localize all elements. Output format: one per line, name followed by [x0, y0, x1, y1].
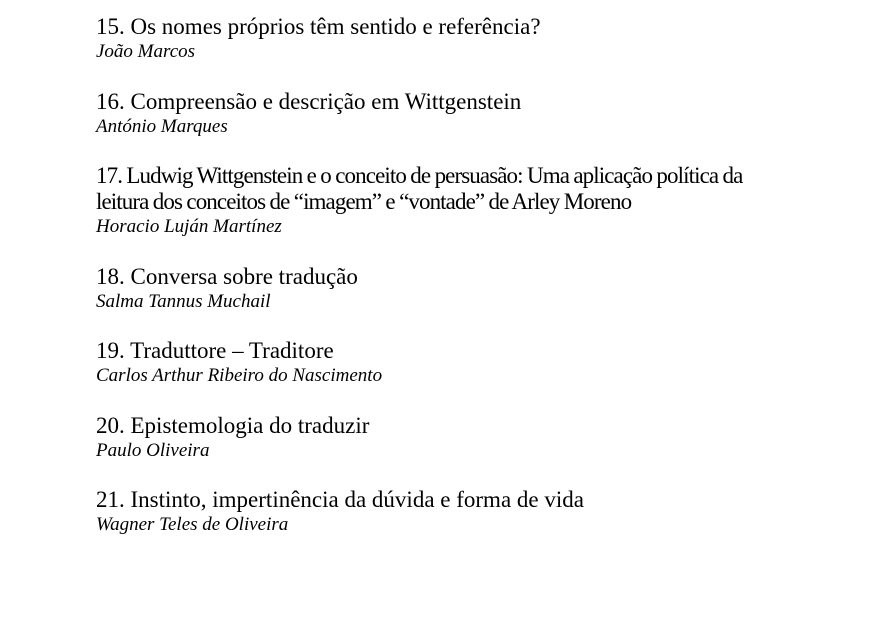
toc-entry-15: [96, 14, 541, 64]
entry-author: Wagner Teles de Oliveira: [96, 514, 289, 535]
entry-title: 16. Compreensão e descrição em Wittgenstein: [96, 89, 522, 114]
entry-author: João Marcos: [96, 41, 196, 62]
entry-title: 18. Conversa sobre tradução: [96, 264, 358, 289]
entry-title: 19. Traduttore – Traditore: [96, 338, 334, 363]
entry-author: Salma Tannus Muchail: [96, 291, 271, 312]
entry-author: Horacio Luján Martínez: [96, 216, 282, 237]
entry-author: Carlos Arthur Ribeiro do Nascimento: [96, 365, 383, 386]
entry-title: 20. Epistemologia do traduzir: [96, 413, 370, 438]
toc-entry-17: [96, 163, 796, 239]
entry-author: Paulo Oliveira: [96, 440, 210, 461]
entry-title-line-2: leitura dos conceitos de “imagem” e “vontade” de Arley Moreno: [96, 189, 632, 214]
toc-entry-20: [96, 413, 369, 463]
entry-title: 21. Instinto, impertinência da dúvida e forma de vida: [96, 487, 584, 512]
entry-author: António Marques: [96, 116, 228, 137]
toc-entry-21: [96, 487, 584, 537]
toc-entry-18: [96, 264, 358, 314]
entry-title-line-1: 17. Ludwig Wittgenstein e o conceito de persuasão: Uma aplicação política da: [96, 163, 743, 188]
entry-title: 15. Os nomes próprios têm sentido e referência?: [96, 14, 541, 39]
toc-entry-16: [96, 89, 521, 139]
toc-entry-19: [96, 338, 382, 388]
